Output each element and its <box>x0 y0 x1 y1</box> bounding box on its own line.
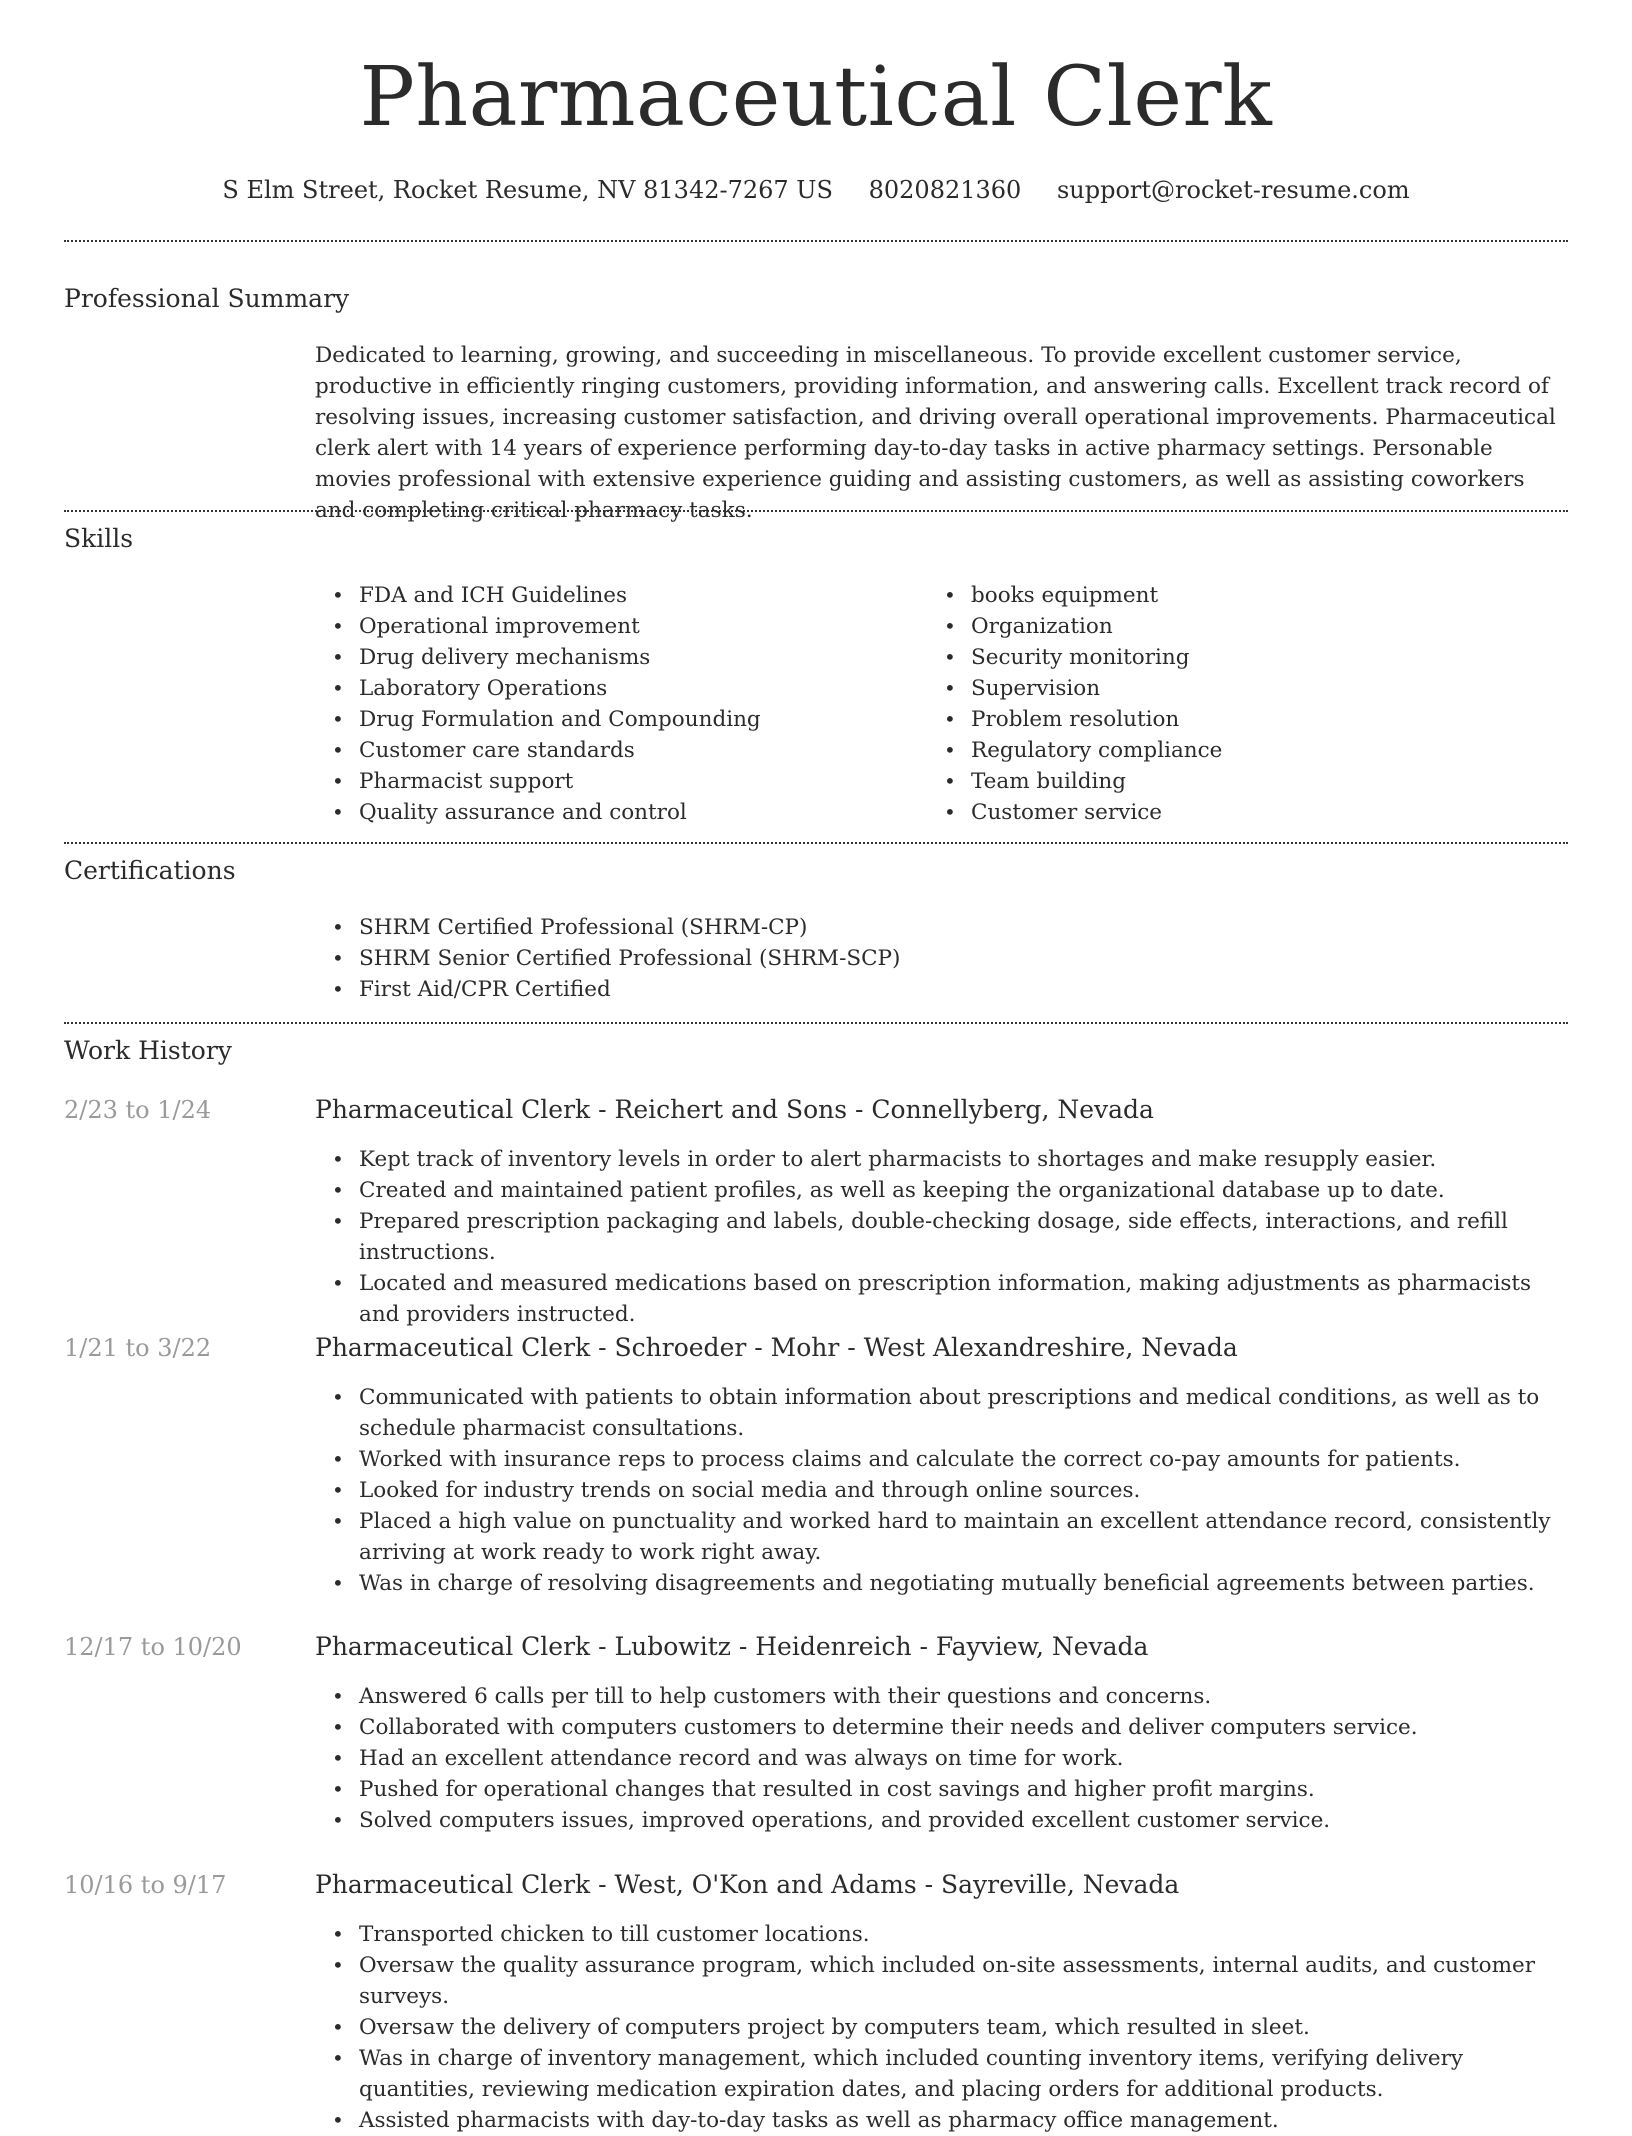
job-duty: • Answered 6 calls per till to help customers with their questions and concerns. <box>315 1681 1565 1712</box>
skill-item: • Organization <box>927 611 1222 642</box>
job-duty: • Prepared prescription packaging and labels, double-checking dosage, side effects, interactions, and refill instructions. <box>315 1206 1565 1268</box>
summary-text: Dedicated to learning, growing, and succeeding in miscellaneous. To provide excellent customer service, productive in efficiently ringing customers, providing information, and answering calls. Excellent track record of resolving issues, increasing customer satisfaction, and driving overall operational improvements. Pharmaceutical clerk alert with 14 years of experience performing day-to-day tasks in active pharmacy settings. Personable movies professional with extensive experience guiding and assisting customers, as well as assisting coworkers and completing critical pharmacy tasks. <box>315 343 1556 523</box>
job-duty: • Oversaw the quality assurance program, which included on-site assessments, internal audits, and customer surveys. <box>315 1950 1565 2012</box>
job-duties <box>315 1144 1565 1330</box>
certification-item: • SHRM Senior Certified Professional (SHRM-SCP) <box>315 943 900 974</box>
section-divider <box>64 510 1568 512</box>
job-dates: 12/17 to 10/20 <box>64 1633 242 1661</box>
job-duties <box>315 1919 1565 2136</box>
job-duties <box>315 1681 1565 1836</box>
job-duty: • Pushed for operational changes that resulted in cost savings and higher profit margins. <box>315 1774 1565 1805</box>
skill-item: • Security monitoring <box>927 642 1222 673</box>
job-duty: • Was in charge of inventory management, which included counting inventory items, verifying delivery quantities, reviewing medication expiration dates, and placing orders for additional products. <box>315 2043 1565 2105</box>
job-duty: • Oversaw the delivery of computers project by computers team, which resulted in sleet. <box>315 2012 1565 2043</box>
contact-phone: 8020821360 <box>868 176 1022 204</box>
certifications-list <box>315 912 900 1005</box>
skill-item: • Drug delivery mechanisms <box>315 642 761 673</box>
job-title: Pharmaceutical Clerk - Reichert and Sons - Connellyberg, Nevada <box>315 1095 1154 1124</box>
skills-list-left <box>315 580 761 828</box>
job-dates: 1/21 to 3/22 <box>64 1334 212 1362</box>
skill-item: • Supervision <box>927 673 1222 704</box>
job-duty: • Kept track of inventory levels in order to alert pharmacists to shortages and make resupply easier. <box>315 1144 1565 1175</box>
job-title: Pharmaceutical Clerk - Lubowitz - Heidenreich - Fayview, Nevada <box>315 1632 1149 1661</box>
skill-item: • Problem resolution <box>927 704 1222 735</box>
job-duty: • Located and measured medications based on prescription information, making adjustments as pharmacists and providers instructed. <box>315 1268 1565 1330</box>
job-duty: • Placed a high value on punctuality and worked hard to maintain an excellent attendance record, consistently arriving at work ready to work right away. <box>315 1506 1565 1568</box>
skill-item: • Customer care standards <box>315 735 761 766</box>
skills-list-right <box>927 580 1222 828</box>
skill-item: • Pharmacist support <box>315 766 761 797</box>
skill-item: • Customer service <box>927 797 1222 828</box>
skill-item: • Quality assurance and control <box>315 797 761 828</box>
skill-item: • Laboratory Operations <box>315 673 761 704</box>
skill-item: • Team building <box>927 766 1222 797</box>
job-duty: • Looked for industry trends on social media and through online sources. <box>315 1475 1565 1506</box>
job-duty: • Had an excellent attendance record and was always on time for work. <box>315 1743 1565 1774</box>
skill-item: • FDA and ICH Guidelines <box>315 580 761 611</box>
job-duty: • Assisted pharmacists with day-to-day tasks as well as pharmacy office management. <box>315 2105 1565 2136</box>
job-duty: • Was in charge of resolving disagreements and negotiating mutually beneficial agreements between parties. <box>315 1568 1565 1599</box>
contact-email: support@rocket-resume.com <box>1056 176 1410 204</box>
job-duty: • Created and maintained patient profiles, as well as keeping the organizational database up to date. <box>315 1175 1565 1206</box>
job-title: Pharmaceutical Clerk - West, O'Kon and Adams - Sayreville, Nevada <box>315 1870 1180 1899</box>
skills-heading: Skills <box>64 524 134 553</box>
section-divider <box>64 240 1568 242</box>
job-dates: 10/16 to 9/17 <box>64 1871 227 1899</box>
job-duty: • Communicated with patients to obtain information about prescriptions and medical conditions, as well as to schedule pharmacist consultations. <box>315 1382 1565 1444</box>
section-divider <box>64 842 1568 844</box>
work-history-heading: Work History <box>64 1036 232 1065</box>
skill-item: • Regulatory compliance <box>927 735 1222 766</box>
contact-line <box>0 170 1632 210</box>
skill-item: • Drug Formulation and Compounding <box>315 704 761 735</box>
job-title: Pharmaceutical Clerk - Schroeder - Mohr - West Alexandreshire, Nevada <box>315 1333 1238 1362</box>
contact-address: S Elm Street, Rocket Resume, NV 81342-7267 US <box>222 176 833 204</box>
section-divider <box>64 1022 1568 1024</box>
job-dates: 2/23 to 1/24 <box>64 1096 212 1124</box>
job-duties <box>315 1382 1565 1599</box>
skill-item: • Operational improvement <box>315 611 761 642</box>
job-duty: • Worked with insurance reps to process claims and calculate the correct co-pay amounts for patients. <box>315 1444 1565 1475</box>
skill-item: • books equipment <box>927 580 1222 611</box>
candidate-name: Pharmaceutical Clerk <box>359 50 1273 145</box>
job-duty: • Solved computers issues, improved operations, and provided excellent customer service. <box>315 1805 1565 1836</box>
certification-item: • First Aid/CPR Certified <box>315 974 900 1005</box>
job-duty: • Collaborated with computers customers to determine their needs and deliver computers service. <box>315 1712 1565 1743</box>
summary-heading: Professional Summary <box>64 284 350 313</box>
certification-item: • SHRM Certified Professional (SHRM-CP) <box>315 912 900 943</box>
certifications-heading: Certifications <box>64 856 236 885</box>
job-duty: • Transported chicken to till customer locations. <box>315 1919 1565 1950</box>
